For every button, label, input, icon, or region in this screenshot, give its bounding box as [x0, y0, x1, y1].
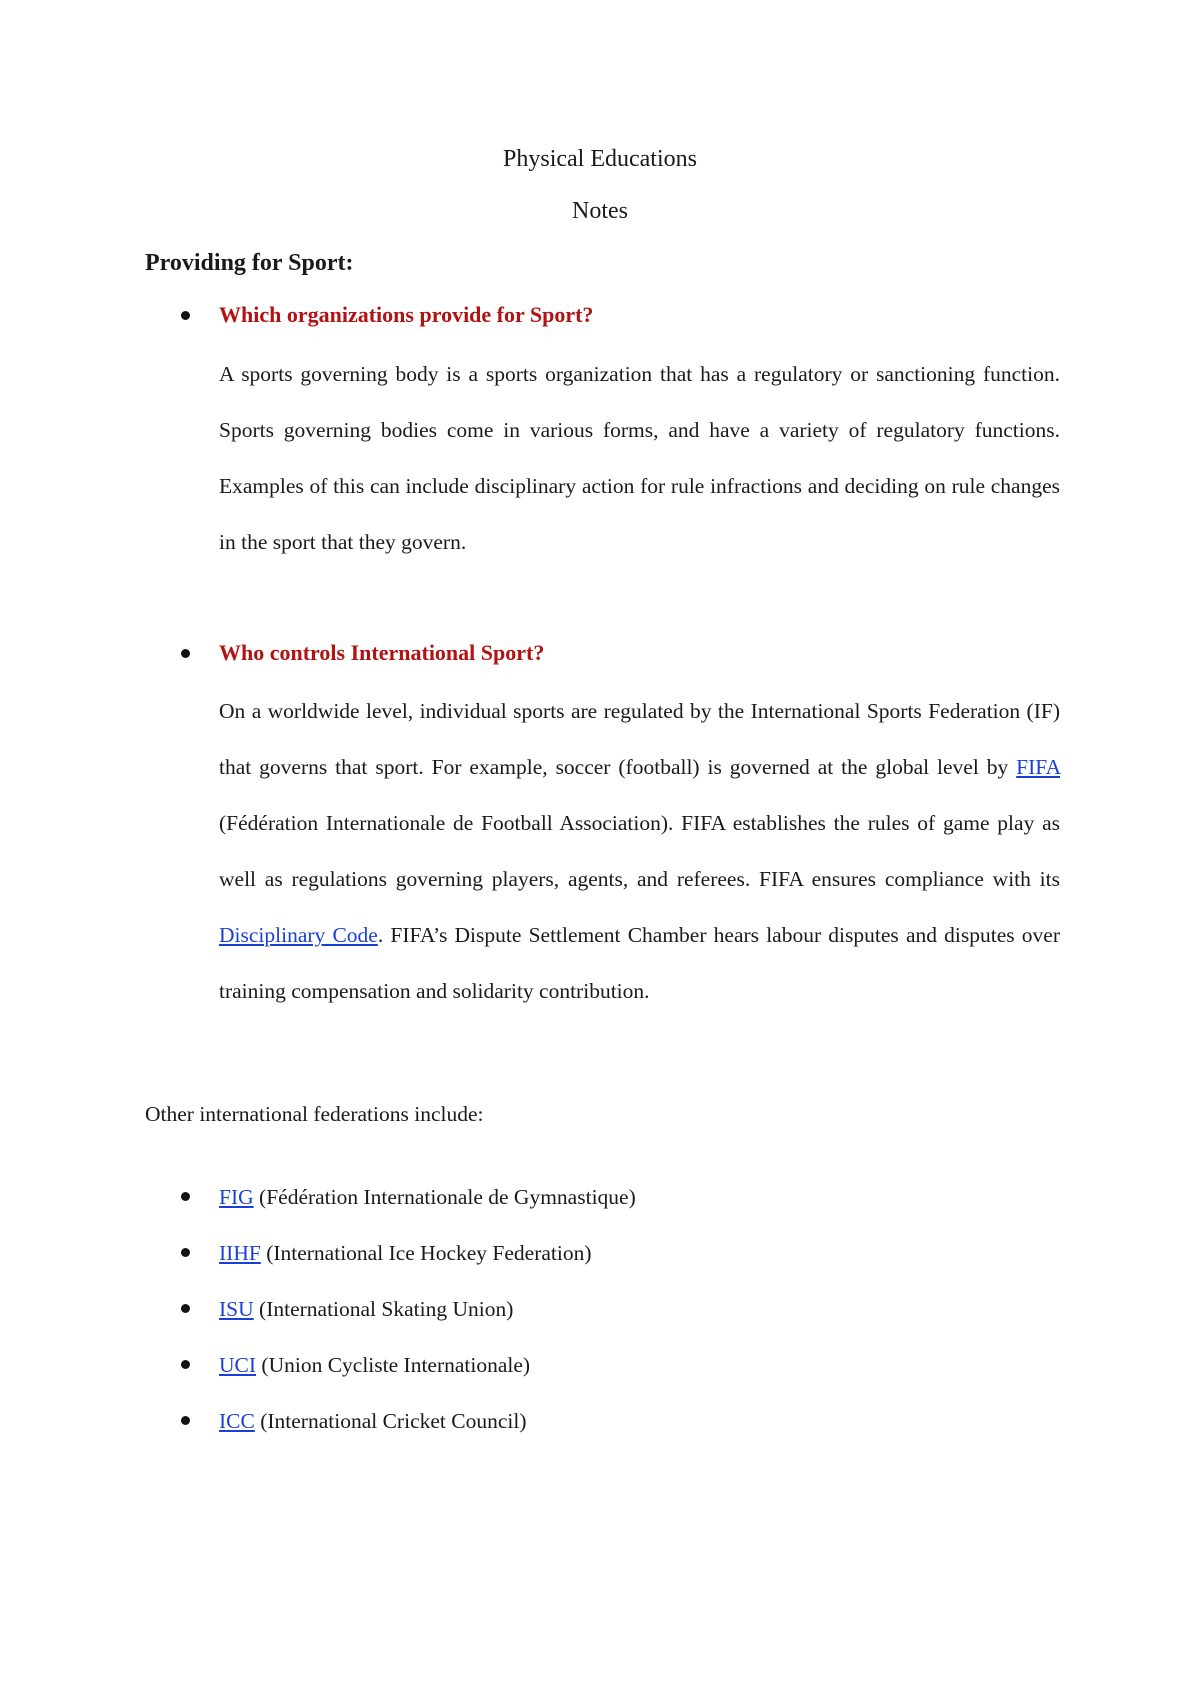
list-item	[181, 1406, 636, 1462]
other-federations-intro: Other international federations include:	[145, 1102, 484, 1126]
federations-list	[181, 1182, 636, 1462]
federation-name: (Fédération Internationale de Gymnastique)	[253, 1185, 636, 1209]
list-item	[181, 1238, 636, 1294]
federation-name: (Union Cycliste Internationale)	[256, 1353, 531, 1377]
answer-2	[219, 683, 1060, 1019]
icc-link[interactable]: ICC	[219, 1409, 255, 1433]
document-subtitle: Notes	[572, 198, 628, 224]
iihf-link[interactable]: IIHF	[219, 1241, 261, 1265]
fifa-link[interactable]: FIFA	[1016, 755, 1060, 779]
bullet-icon	[181, 1192, 190, 1201]
bullet-icon	[181, 1416, 190, 1425]
answer-1: A sports governing body is a sports organization that has a regulatory or sanctioning function. Sports governing bodies come in various forms, and have a variety of regulatory functions. Examples of this can include disciplinary action for rule infractions and deciding on rule changes in the sport that they govern.	[219, 362, 1060, 554]
bullet-icon	[181, 311, 190, 320]
answer-2-part-3: . FIFA’s Dispute Settlement Chamber hears labour disputes and disputes over training compensation and solidarity contribution.	[219, 923, 1060, 1003]
question-2	[181, 640, 544, 666]
document-title: Physical Educations	[503, 146, 697, 172]
uci-link[interactable]: UCI	[219, 1353, 257, 1377]
federation-name: (International Cricket Council)	[254, 1409, 527, 1433]
question-1-text: Which organizations provide for Sport?	[219, 302, 594, 327]
bullet-icon	[181, 649, 190, 658]
federation-name: (International Ice Hockey Federation)	[260, 1241, 592, 1265]
answer-2-part-2: (Fédération Internationale de Football Association). FIFA establishes the rules of game play as well as regulations governing players, agents, and referees. FIFA ensures compliance with its	[219, 811, 1060, 891]
question-2-text: Who controls International Sport?	[219, 640, 545, 665]
answer-2-part-1: On a worldwide level, individual sports are regulated by the International Sports Federation (IF) that governs that sport. For example, soccer (football) is governed at the global level by	[219, 699, 1060, 779]
disciplinary-code-link[interactable]: Disciplinary Code	[219, 923, 378, 947]
fig-link[interactable]: FIG	[219, 1185, 254, 1209]
isu-link[interactable]: ISU	[219, 1297, 254, 1321]
question-1	[181, 302, 593, 328]
federation-name: (International Skating Union)	[253, 1297, 514, 1321]
bullet-icon	[181, 1304, 190, 1313]
list-item	[181, 1294, 636, 1350]
list-item	[181, 1350, 636, 1406]
bullet-icon	[181, 1360, 190, 1369]
section-heading: Providing for Sport:	[145, 250, 354, 276]
bullet-icon	[181, 1248, 190, 1257]
list-item	[181, 1182, 636, 1238]
